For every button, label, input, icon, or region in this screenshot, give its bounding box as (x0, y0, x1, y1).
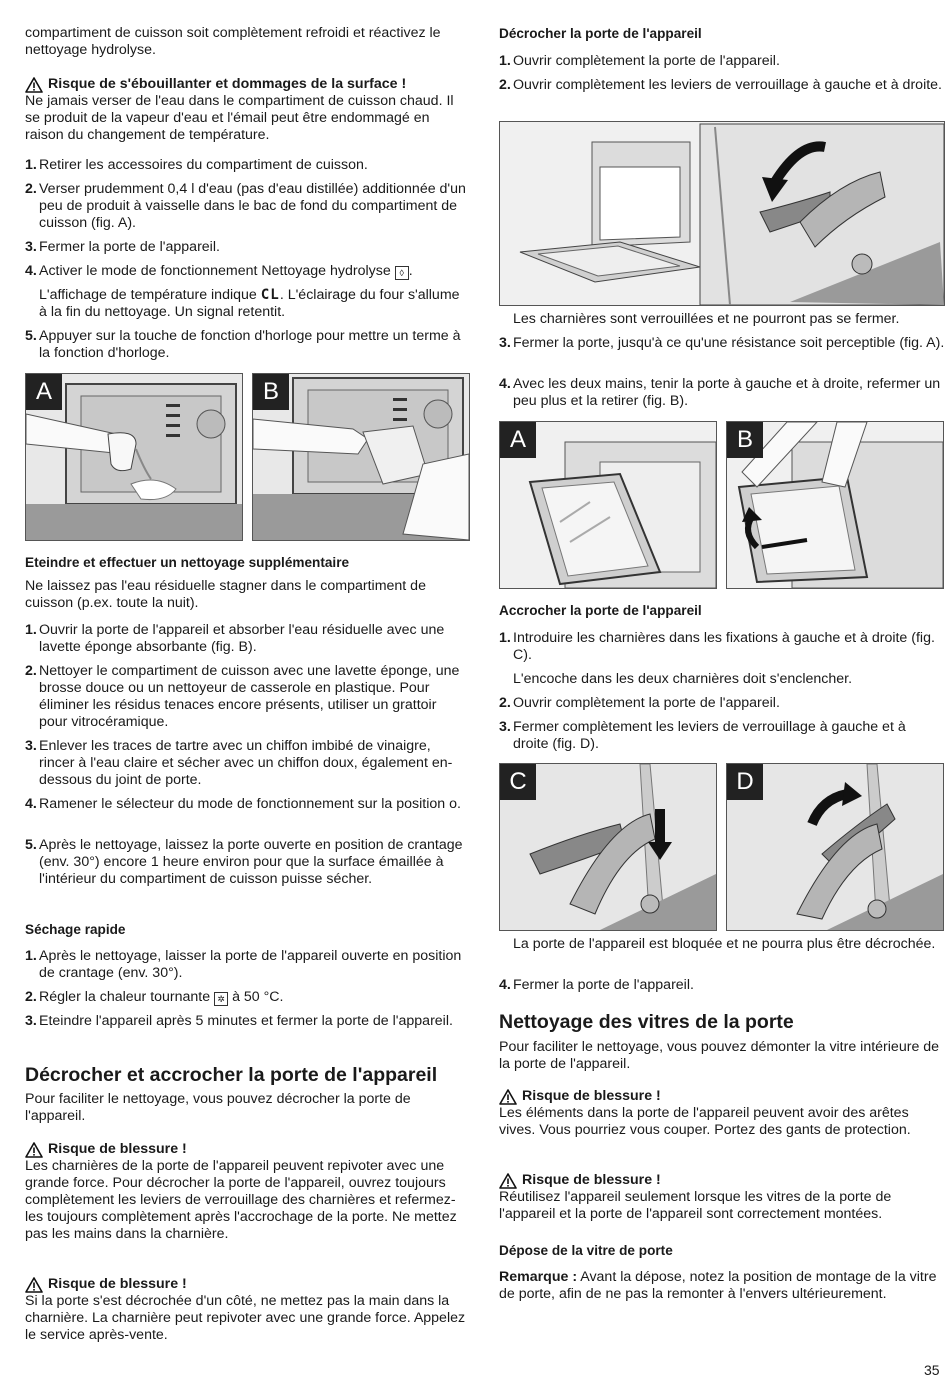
heading-eteindre: Eteindre et effectuer un nettoyage supplémentaire (25, 555, 350, 570)
list-item: 4. Avec les deux mains, tenir la porte à gauche et à droite, refermer un peu plus et la retirer (fig. B). (499, 376, 941, 409)
warning-scald (25, 76, 468, 144)
figure-c-hinge-insert (499, 763, 717, 931)
list-item: 1. Introduire les charnières dans les fixations à gauche et à droite (fig. C). (499, 630, 935, 663)
list-item: 1. Retirer les accessoires du compartiment de cuisson. (25, 157, 368, 173)
figure-d-lever-close (726, 763, 944, 931)
figure-a-door-close (499, 421, 717, 589)
section-heading-decrocher: Décrocher et accrocher la porte de l'appareil (25, 1064, 438, 1086)
remarque-label: Remarque : (499, 1269, 578, 1285)
note-text: L'encoche dans les deux charnières doit s'enclencher. (513, 671, 853, 687)
step-note: L'affichage de température indique CL. L'éclairage du four s'allume à la fin du nettoyage. Un signal retentit. (39, 287, 460, 320)
list-item: 4. Ramener le sélecteur du mode de fonctionnement sur la position o. (25, 796, 461, 812)
list-item: 3. Fermer la porte de l'appareil. (25, 239, 220, 255)
paragraph: Pour faciliter le nettoyage, vous pouvez démonter la vitre intérieure de la porte de l'appareil. (499, 1039, 940, 1072)
warning-title: Risque de blessure ! (48, 1141, 187, 1157)
heading-depose: Dépose de la vitre de porte (499, 1243, 673, 1258)
heading-accrocher: Accrocher la porte de l'appareil (499, 603, 702, 618)
warning-text: Ne jamais verser de l'eau dans le compartiment de cuisson chaud. Il se produit de la vapeur d'eau et l'émail peut être endommagé en raison du changement de température. (25, 93, 454, 143)
warning-title: Risque de blessure ! (522, 1088, 661, 1104)
warning-injury (499, 1172, 945, 1223)
note-text: Les charnières sont verrouillées et ne pourront pas se fermer. (513, 311, 900, 327)
warning-injury (25, 1141, 468, 1243)
figure-label: B (253, 374, 289, 410)
warning-text: Les éléments dans la porte de l'appareil peuvent avoir des arêtes vives. Vous pourriez vous couper. Portez des gants de protection. (499, 1105, 911, 1138)
warning-text: Réutilisez l'appareil seulement lorsque les vitres de la porte de l'appareil et la porte de l'appareil sont correctement montées. (499, 1189, 892, 1222)
warning-icon (25, 1142, 43, 1158)
list-item: 1. Après le nettoyage, laisser la porte de l'appareil ouverte en position de crantage (env. 30°). (25, 948, 462, 981)
figure-hinge-open (499, 121, 945, 306)
list-item: 1. Ouvrir la porte de l'appareil et absorber l'eau résiduelle avec une lavette éponge absorbante (fig. B). (25, 622, 445, 655)
figure-a-water (25, 373, 243, 541)
remarque-paragraph: Remarque : Avant la dépose, notez la position de montage de la vitre de porte, afin de ne pas la remonter à l'envers ultérieurement. (499, 1269, 937, 1302)
oven-hinge-illustration (500, 122, 944, 305)
paragraph: Ne laissez pas l'eau résiduelle stagner dans le compartiment de cuisson (p.ex. toute la nuit). (25, 578, 426, 611)
list-item: 2. Ouvrir complètement les leviers de verrouillage à gauche et à droite. (499, 77, 942, 93)
figure-label: A (26, 374, 62, 410)
list-item: 4. Activer le mode de fonctionnement Nettoyage hydrolyse ◊ . (25, 263, 413, 279)
paragraph: Pour faciliter le nettoyage, vous pouvez décrocher la porte de l'appareil. (25, 1091, 411, 1124)
warning-icon (499, 1173, 517, 1189)
warning-icon (25, 1277, 43, 1293)
warning-injury (499, 1088, 945, 1139)
warning-injury (25, 1276, 468, 1344)
warning-text: Si la porte s'est décrochée d'un côté, ne mettez pas la main dans la charnière. La charnière peut repivoter avec une grande force. Appelez le service après-vente. (25, 1293, 466, 1343)
list-item: 2. Régler la chaleur tournante ✲ à 50 °C. (25, 989, 284, 1005)
warning-title: Risque de blessure ! (48, 1276, 187, 1292)
note-text: La porte de l'appareil est bloquée et ne pourra plus être décrochée. (513, 936, 936, 952)
figure-label: A (500, 422, 536, 458)
warning-icon (499, 1089, 517, 1105)
intro-text: compartiment de cuisson soit complètement refroidi et réactivez le nettoyage hydrolyse. (25, 25, 441, 58)
list-item: 2. Ouvrir complètement la porte de l'appareil. (499, 695, 780, 711)
heading-sechage: Séchage rapide (25, 922, 126, 937)
display-symbol: CL (260, 287, 280, 303)
page-number: 35 (924, 1362, 940, 1378)
list-item: 5. Après le nettoyage, laissez la porte ouverte en position de crantage (env. 30°) encore 1 heure environ pour que la surface émaillée à l'intérieur du compartiment de cuisson puisse sécher. (25, 837, 463, 887)
list-item: 3. Enlever les traces de tartre avec un chiffon imbibé de vinaigre, rincer à l'eau claire et sécher avec un chiffon doux, également en-dessous du joint de porte. (25, 738, 453, 788)
list-item: 3. Fermer complètement les leviers de verrouillage à gauche et à droite (fig. D). (499, 719, 906, 752)
hydrolysis-icon: ◊ (395, 266, 409, 280)
steps-list (25, 157, 468, 174)
warning-icon (25, 77, 43, 93)
section-heading-vitres: Nettoyage des vitres de la porte (499, 1011, 794, 1033)
list-item: 3. Fermer la porte, jusqu'à ce qu'une résistance soit perceptible (fig. A). (499, 335, 945, 351)
warning-title: Risque de s'ébouillanter et dommages de la surface ! (48, 76, 407, 92)
figure-b-door-remove (726, 421, 944, 589)
list-item: 2. Verser prudemment 0,4 l d'eau (pas d'eau distillée) additionnée d'un peu de produit à vaisselle dans le bac de fond du compartiment de cuisson (fig. A). (25, 181, 466, 231)
figure-label: B (727, 422, 763, 458)
warning-title: Risque de blessure ! (522, 1172, 661, 1188)
heading-decrocher: Décrocher la porte de l'appareil (499, 26, 702, 41)
warning-text: Les charnières de la porte de l'appareil peuvent repivoter avec une grande force. Pour décrocher la porte de l'appareil, ouvrez toujours complètement les leviers de verrouillage des charnières et refermez-les toujours complètement après l'accrochage de la porte. Ne mettez pas les mains dans la charnière. (25, 1158, 457, 1242)
list-item: 4. Fermer la porte de l'appareil. (499, 977, 694, 993)
figure-label: D (727, 764, 763, 800)
list-item: 1. Ouvrir complètement la porte de l'appareil. (499, 53, 780, 69)
list-item: 3. Eteindre l'appareil après 5 minutes et fermer la porte de l'appareil. (25, 1013, 453, 1029)
figure-b-sponge (252, 373, 470, 541)
list-item: 2. Nettoyer le compartiment de cuisson avec une lavette éponge, une brosse douce ou un nettoyeur de casserole en plastique. Pour éliminer les résidus tenaces encore présents, utiliser un grattoir pour vitrocéramique. (25, 663, 460, 730)
convection-fan-icon: ✲ (214, 992, 228, 1006)
figure-label: C (500, 764, 536, 800)
list-item: 5. Appuyer sur la touche de fonction d'horloge pour mettre un terme à la fonction d'horloge. (25, 328, 461, 361)
